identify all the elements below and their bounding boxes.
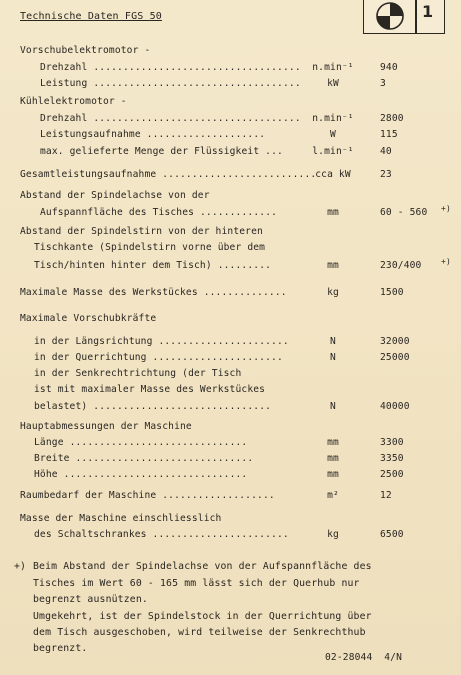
spec-label: Höhe ............................... bbox=[34, 469, 248, 480]
spec-label: Tisch/hinten hinter dem Tisch) ......... bbox=[34, 260, 272, 271]
spec-unit: mm bbox=[327, 437, 339, 448]
footnote-marker: +) bbox=[14, 561, 27, 572]
spec-label: Maximale Masse des Werkstückes .............. bbox=[20, 287, 287, 298]
spec-label: Kühlelektromotor - bbox=[20, 96, 127, 107]
spec-label: Drehzahl ................................... bbox=[40, 113, 301, 124]
spec-label: max. gelieferte Menge der Flüssigkeit ... bbox=[40, 146, 283, 157]
spec-label: Vorschubelektromotor - bbox=[20, 45, 151, 56]
footnote-line: Beim Abstand der Spindelachse von der Aufspannfläche des bbox=[33, 561, 372, 572]
footnote-line: begrenzt ausnützen. bbox=[33, 594, 148, 605]
leader-dots: ................................... bbox=[87, 78, 301, 89]
spec-unit: n.min⁻¹ bbox=[312, 113, 354, 124]
spec-unit: mm bbox=[327, 453, 339, 464]
spec-label: Tischkante (Spindelstirn vorne über dem bbox=[34, 242, 266, 253]
leader-dots: .................... bbox=[140, 129, 266, 140]
spec-unit: W bbox=[330, 129, 336, 140]
spec-unit: N bbox=[330, 336, 336, 347]
leader-dots: ............. bbox=[194, 207, 278, 218]
spec-value: 2800 bbox=[380, 113, 404, 124]
leader-dots: .............................. bbox=[69, 453, 254, 464]
spec-value: 40000 bbox=[380, 401, 410, 412]
leader-dots: .............................. bbox=[63, 437, 248, 448]
spec-label: Breite .............................. bbox=[34, 453, 254, 464]
spec-unit: m² bbox=[327, 490, 339, 501]
spec-label: Masse der Maschine einschliesslich bbox=[20, 513, 222, 524]
spec-value: 40 bbox=[380, 146, 392, 157]
spec-label: Abstand der Spindelachse von der bbox=[20, 190, 210, 201]
spec-label: in der Längsrichtung ...................... bbox=[34, 336, 289, 347]
spec-label: Aufspannfläche des Tisches ............. bbox=[40, 207, 278, 218]
spec-value: 2500 bbox=[380, 469, 404, 480]
spec-value: 23 bbox=[380, 169, 392, 180]
footnote-reference: +) bbox=[441, 204, 451, 213]
page-number: 1 bbox=[422, 2, 434, 21]
spec-unit: kg bbox=[327, 529, 339, 540]
spec-label: Drehzahl ................................... bbox=[40, 62, 301, 73]
spec-value: 940 bbox=[380, 62, 398, 73]
spec-unit: mm bbox=[327, 207, 339, 218]
spec-label: des Schaltschrankes ....................... bbox=[34, 529, 289, 540]
leader-dots: .............. bbox=[197, 287, 287, 298]
leader-dots: ......... bbox=[211, 260, 272, 271]
spec-label: Länge .............................. bbox=[34, 437, 248, 448]
spec-unit: kW bbox=[327, 78, 339, 89]
leader-dots: .......................... bbox=[156, 169, 317, 180]
spec-value: 6500 bbox=[380, 529, 404, 540]
spec-value: 12 bbox=[380, 490, 392, 501]
manufacturer-logo-box bbox=[363, 0, 445, 34]
spec-unit: n.min⁻¹ bbox=[312, 62, 354, 73]
leader-dots: ................................... bbox=[87, 62, 301, 73]
spec-label: in der Senkrechtrichtung (der Tisch bbox=[34, 368, 242, 379]
leader-dots: ................... bbox=[156, 490, 275, 501]
footnote-line: dem Tisch ausgeschoben, wird teilweise der Senkrechthub bbox=[33, 627, 366, 638]
spec-label: Maximale Vorschubkräfte bbox=[20, 313, 157, 324]
footnote-line: begrenzt. bbox=[33, 643, 88, 654]
leader-dots: ...................... bbox=[152, 336, 289, 347]
spec-label: Leistung ................................... bbox=[40, 78, 301, 89]
spec-unit: l.min⁻¹ bbox=[312, 146, 354, 157]
spec-label: Hauptabmessungen der Maschine bbox=[20, 421, 192, 432]
spec-value: 230/400 bbox=[380, 260, 422, 271]
leader-dots: ...................... bbox=[146, 352, 283, 363]
spec-label: Gesamtleistungsaufnahme .......................... bbox=[20, 169, 317, 180]
spec-label: Leistungsaufnahme .................... bbox=[40, 129, 266, 140]
leader-dots: ....................... bbox=[146, 529, 289, 540]
footnote-line: Tisches im Wert 60 - 165 mm lässt sich der Querhub nur bbox=[33, 578, 360, 589]
spec-label: Raumbedarf der Maschine ................... bbox=[20, 490, 275, 501]
spec-unit: mm bbox=[327, 260, 339, 271]
spec-unit: cca kW bbox=[315, 169, 351, 180]
spec-unit: mm bbox=[327, 469, 339, 480]
spec-unit: kg bbox=[327, 287, 339, 298]
spec-label: belastet) .............................. bbox=[34, 401, 272, 412]
spec-value: 3350 bbox=[380, 453, 404, 464]
leader-dots: ................................... bbox=[87, 113, 301, 124]
spec-label: ist mit maximaler Masse des Werkstückes bbox=[34, 384, 266, 395]
spec-label: Abstand der Spindelstirn von der hinteren bbox=[20, 226, 263, 237]
spec-value: 60 - 560 bbox=[380, 207, 428, 218]
footnote-reference: +) bbox=[441, 257, 451, 266]
spec-value: 3300 bbox=[380, 437, 404, 448]
page-title: Technische Daten FGS 50 bbox=[20, 11, 162, 22]
spec-value: 25000 bbox=[380, 352, 410, 363]
spec-value: 32000 bbox=[380, 336, 410, 347]
spec-label: in der Querrichtung ...................... bbox=[34, 352, 283, 363]
spec-unit: N bbox=[330, 401, 336, 412]
leader-dots: ............................... bbox=[57, 469, 248, 480]
spec-value: 3 bbox=[380, 78, 386, 89]
spec-value: 1500 bbox=[380, 287, 404, 298]
document-code: 02-28044 4/N bbox=[325, 652, 403, 663]
spec-value: 115 bbox=[380, 129, 398, 140]
leader-dots: .............................. bbox=[87, 401, 272, 412]
spec-unit: N bbox=[330, 352, 336, 363]
footnote-line: Umgekehrt, ist der Spindelstock in der Querrichtung über bbox=[33, 611, 372, 622]
logo-icon bbox=[372, 1, 408, 32]
